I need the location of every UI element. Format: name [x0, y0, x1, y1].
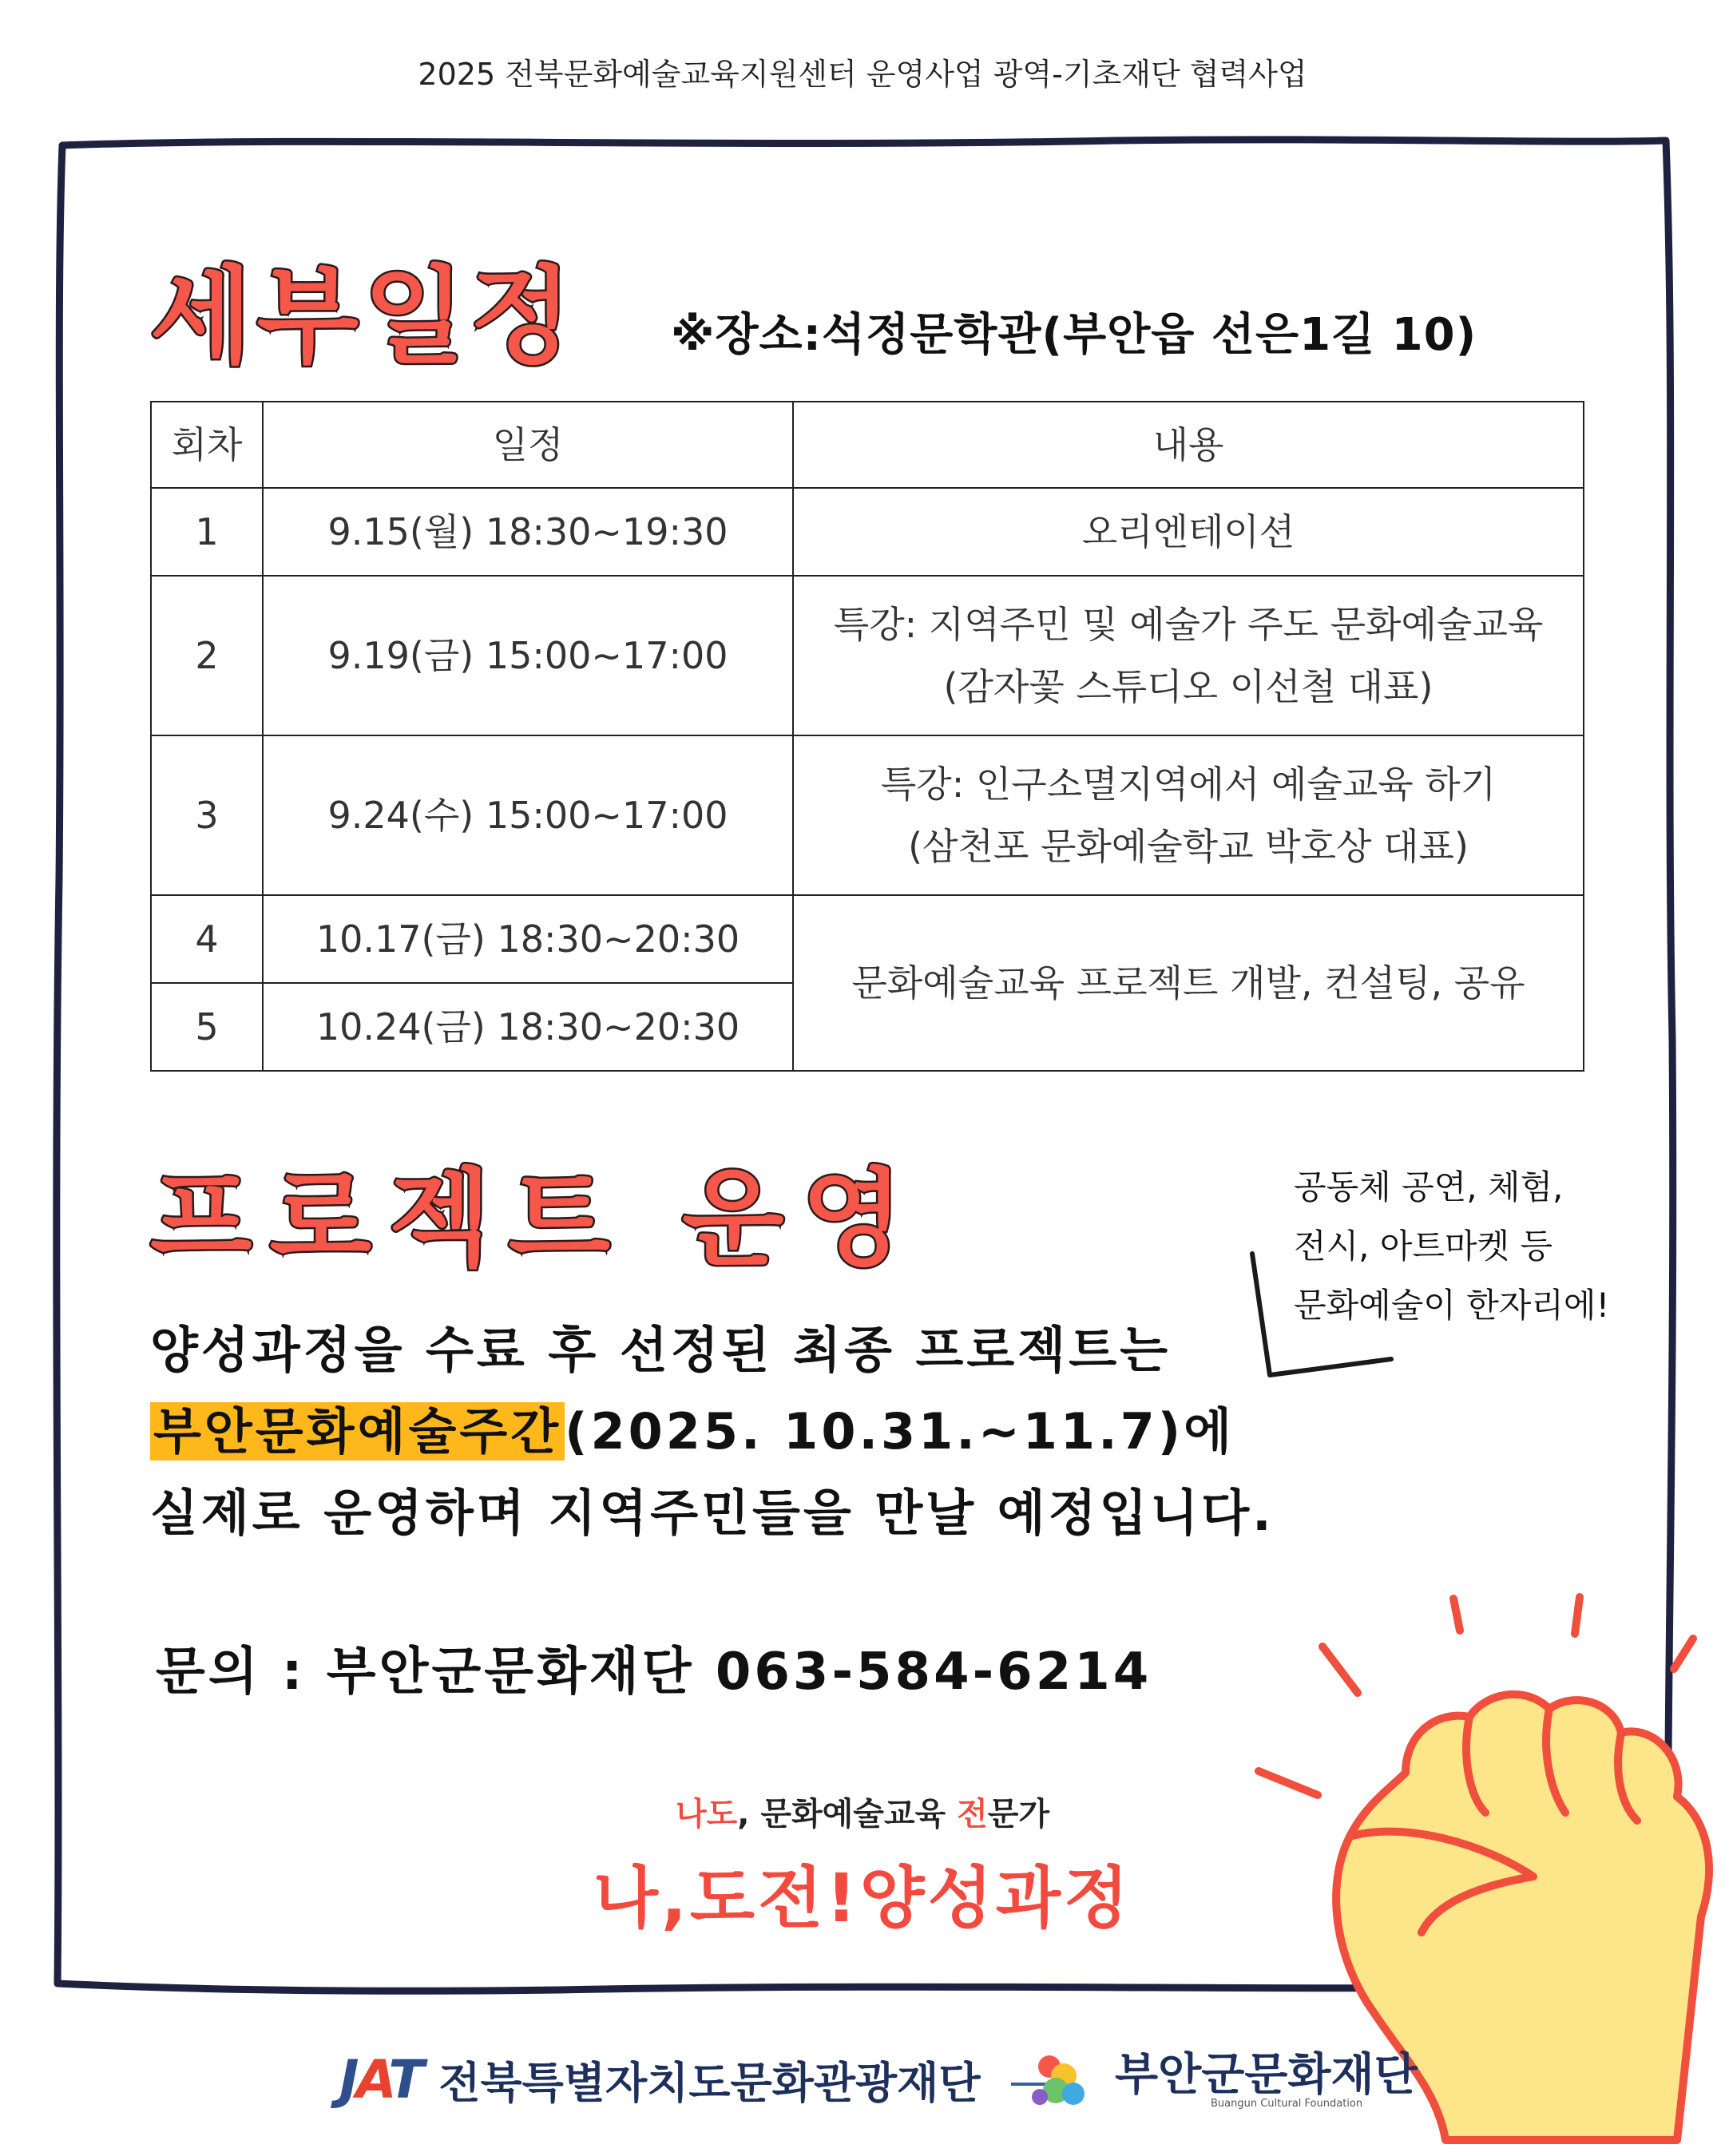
- slogan-title: 나,도전!양성과정: [593, 1859, 1132, 1937]
- note-line: 문화예술이 한자리에!: [1294, 1286, 1610, 1325]
- buan-foundation-logo: [1008, 2049, 1418, 2113]
- column-header-date: 일정: [263, 402, 793, 488]
- project-title: 프로젝트 운영: [150, 1158, 922, 1281]
- row-date: 9.15(월) 18:30~19:30: [263, 488, 793, 576]
- highlight-festival: 부안문화예술주간: [150, 1402, 565, 1460]
- row-content-merged: 문화예술교육 프로젝트 개발, 컨설팅, 공유: [793, 895, 1584, 1071]
- row-number: 5: [151, 983, 263, 1071]
- slogan-red-1: 나도: [675, 1796, 738, 1833]
- buan-foundation-name: 부안군문화재단: [1115, 2048, 1418, 2101]
- row-number: 4: [151, 895, 263, 983]
- slogan-red-2: 전: [957, 1796, 988, 1833]
- row-date: 9.24(수) 15:00~17:00: [263, 735, 793, 895]
- schedule-title: 세부일정: [150, 256, 577, 378]
- row-date: 10.17(금) 18:30~20:30: [263, 895, 793, 983]
- row-content: [793, 576, 1584, 735]
- column-header-content: 내용: [793, 402, 1584, 488]
- description-line3: 실제로 운영하며 지역주민들을 만날 예정입니다.: [150, 1484, 1275, 1542]
- row-content: [793, 735, 1584, 895]
- row-number: 1: [151, 488, 263, 576]
- row-content: 오리엔테이션: [793, 488, 1584, 576]
- column-header-round: 회차: [151, 402, 263, 488]
- row-number: 3: [151, 735, 263, 895]
- festival-dates: (2025. 10.31.~11.7)에: [565, 1402, 1235, 1460]
- table-row: [151, 895, 1584, 983]
- jeonbuk-foundation-logo: [339, 2049, 981, 2110]
- note-line: 공동체 공연, 체험,: [1294, 1167, 1564, 1207]
- table-row: [151, 735, 1584, 895]
- description-line2: [150, 1391, 1275, 1472]
- row-content-line1: 특강: 인구소멸지역에서 예술교육 하기: [880, 762, 1497, 806]
- callout-note: [1294, 1158, 1609, 1335]
- row-number: 2: [151, 576, 263, 735]
- project-description: [150, 1310, 1275, 1554]
- description-line1: 양성과정을 수료 후 선정된 최종 프로젝트는: [150, 1321, 1171, 1379]
- slogan-mid: , 문화예술교육: [737, 1796, 958, 1833]
- jat-logo-mark: JAT: [339, 2049, 422, 2110]
- row-date: 9.19(금) 15:00~17:00: [263, 576, 793, 735]
- table-row: [151, 576, 1584, 735]
- contact-info: 문의 : 부안군문화재단 063-584-6214: [156, 1643, 1152, 1702]
- row-content-line2: (삼천포 문화예술학교 박호상 대표): [908, 825, 1469, 868]
- jeonbuk-foundation-name: 전북특별자치도문화관광재단: [438, 2058, 981, 2108]
- table-row: [151, 488, 1584, 576]
- buan-logo-mark-icon: [1008, 2049, 1104, 2113]
- note-line: 전시, 아트마켓 등: [1294, 1227, 1553, 1266]
- slogan-end: 문가: [987, 1796, 1050, 1833]
- row-date: 10.24(금) 18:30~20:30: [263, 983, 793, 1071]
- table-header-row: [151, 402, 1584, 488]
- row-content-line2: (감자꽃 스튜디오 이선철 대표): [943, 665, 1434, 708]
- venue-text: ※장소:석정문학관(부안읍 선은1길 10): [671, 309, 1477, 361]
- buan-foundation-english: Buangun Cultural Foundation: [1211, 2097, 1363, 2110]
- row-content-line1: 특강: 지역주민 및 예술가 주도 문화예술교육: [833, 602, 1544, 646]
- schedule-table: [150, 401, 1584, 1072]
- header-caption: 2025 전북문화예술교육지원센터 운영사업 광역-기초재단 협력사업: [418, 57, 1307, 92]
